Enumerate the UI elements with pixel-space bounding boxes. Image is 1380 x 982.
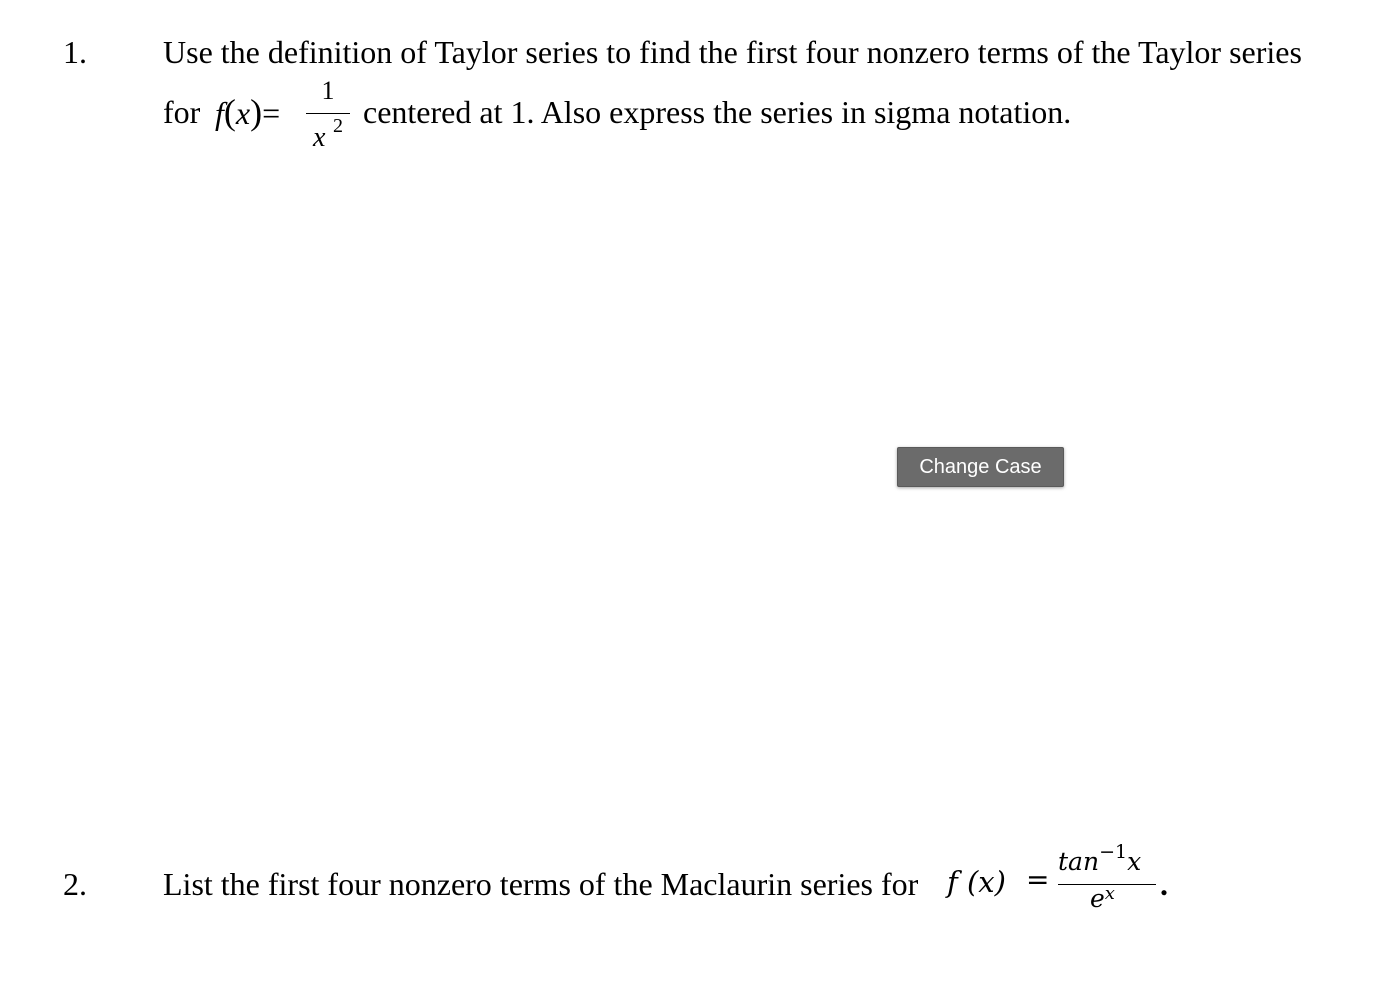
numerator-variable: x	[1127, 847, 1142, 876]
close-paren: )	[250, 92, 263, 132]
function-name: f	[215, 95, 224, 131]
problem-2-text: List the first four nonzero terms of the Maclaurin series for	[163, 866, 919, 902]
fraction-denominator-exponent: 2	[333, 115, 343, 137]
problem-1-line-2-prefix: for	[163, 94, 201, 130]
function-variable: x	[235, 95, 251, 131]
problem-1-line-1: Use the definition of Taylor series to find the first four nonzero terms of the Taylor series	[163, 34, 1302, 70]
fraction-numerator	[1058, 841, 1142, 876]
problem-1-function	[215, 94, 280, 130]
change-case-button[interactable]: Change Case	[897, 447, 1064, 487]
open-paren: (	[223, 92, 236, 132]
problem-2-number: 2.	[63, 866, 87, 902]
fraction-denominator	[1090, 885, 1115, 912]
fraction-numerator: 1	[321, 76, 335, 105]
fraction-denominator-base: x	[313, 122, 326, 153]
fraction-bar	[306, 113, 350, 114]
problem-2-function: f (x)	[947, 865, 1006, 899]
denominator-exponent: x	[1104, 883, 1115, 904]
denominator-base: e	[1090, 884, 1105, 913]
problem-2-period: .	[1160, 866, 1168, 902]
problem-2-equals: =	[1026, 863, 1050, 896]
problem-1-fraction	[306, 78, 350, 158]
problem-2-fraction	[1058, 842, 1162, 912]
inverse-exponent: −1	[1099, 841, 1128, 863]
problem-1-line-2-suffix: centered at 1. Also express the series in sigma notation.	[363, 94, 1072, 130]
problem-1-number: 1.	[63, 34, 87, 70]
equals-sign: =	[262, 95, 281, 131]
tan-function: tan	[1058, 847, 1100, 876]
